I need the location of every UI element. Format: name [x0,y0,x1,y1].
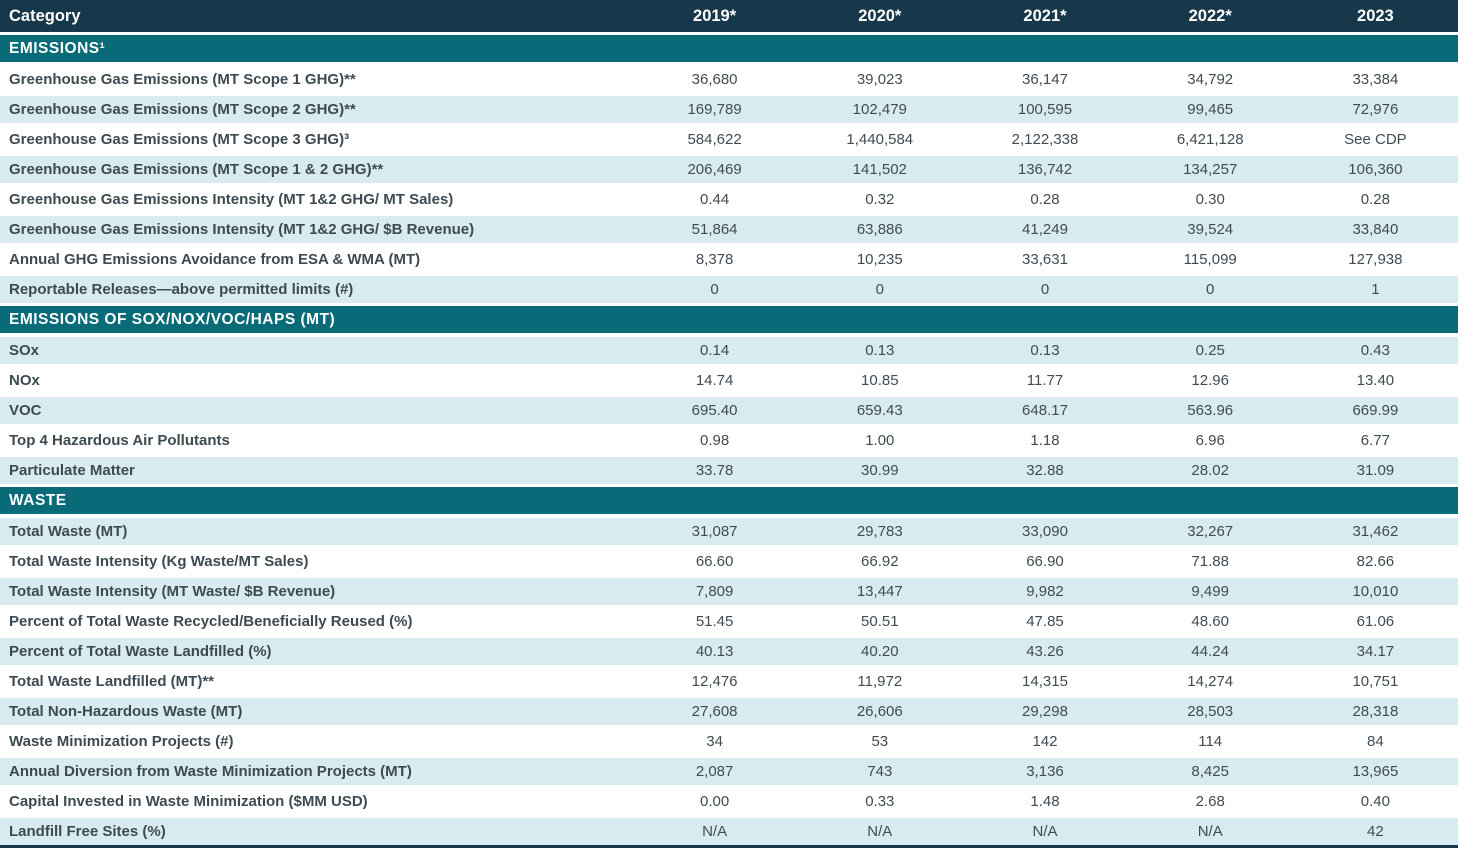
value-cell: 34,792 [1187,71,1234,88]
value-cell: 84 [1367,733,1384,750]
value-cell: N/A [1197,823,1223,840]
table-row [0,578,1458,605]
value-cell: 40.20 [861,643,899,660]
row-label: Greenhouse Gas Emissions Intensity (MT 1&2 GHG/ MT Sales) [9,191,454,208]
value-cell: 11,972 [857,673,903,690]
value-cell: 33,384 [1352,71,1399,88]
value-cell: 42 [1367,823,1384,840]
value-cell: 100,595 [1017,101,1073,118]
value-cell: 72,976 [1352,101,1399,118]
table-row [0,156,1458,183]
value-cell: 66.92 [861,553,899,570]
table-row [0,668,1458,695]
value-cell: 36,147 [1022,71,1068,88]
value-cell: 648.17 [1022,402,1068,419]
value-cell: 43.26 [1026,643,1064,660]
value-cell: 695.40 [691,402,738,419]
table-row [0,788,1458,815]
value-cell: 28.02 [1191,462,1229,479]
year-column-header: 2020* [858,6,902,25]
value-cell: 33,631 [1022,251,1068,268]
table-row [0,728,1458,755]
value-cell: 14.74 [695,372,734,389]
value-cell: 51.45 [695,613,734,630]
row-label: Total Waste (MT) [9,523,128,540]
row-label: Total Waste Landfilled (MT)** [9,673,214,690]
table-row [0,246,1458,273]
value-cell: 39,023 [856,71,903,88]
value-cell: 32.88 [1026,462,1064,479]
value-cell: 44.24 [1191,643,1229,660]
value-cell: 33.78 [695,462,734,479]
value-cell: 10,235 [856,251,903,268]
section-title: EMISSIONS¹ [9,39,106,57]
table-row [0,608,1458,635]
row-label: Annual GHG Emissions Avoidance from ESA & WMA (MT) [9,251,421,268]
value-cell: 14,315 [1022,673,1068,690]
value-cell: N/A [867,823,893,840]
row-label: Percent of Total Waste Landfilled (%) [9,643,272,660]
value-cell: 39,524 [1187,221,1234,238]
value-cell: 13.40 [1356,372,1395,389]
value-cell: 66.60 [695,553,734,570]
value-cell: 33,840 [1352,221,1399,238]
value-cell: 2,087 [695,763,734,780]
value-cell: 66.90 [1026,553,1064,570]
section-header [0,35,1458,62]
value-cell: 0.28 [1030,191,1060,208]
value-cell: 30.99 [861,462,899,479]
table-row [0,457,1458,484]
value-cell: 34 [706,733,723,750]
value-cell: 28,503 [1187,703,1234,720]
row-label: Greenhouse Gas Emissions (MT Scope 3 GHG)³ [9,131,350,148]
section-header [0,487,1458,514]
table-row [0,186,1458,213]
value-cell: 14,274 [1187,673,1234,690]
table-row [0,96,1458,123]
value-cell: 659.43 [856,402,903,419]
value-cell: 0.30 [1195,191,1225,208]
row-label: SOx [9,342,40,359]
value-cell: 9,499 [1191,583,1229,600]
value-cell: 71.88 [1191,553,1229,570]
row-label: VOC [9,402,42,419]
value-cell: 0 [875,281,884,298]
row-label: Greenhouse Gas Emissions (MT Scope 1 & 2 GHG)** [9,161,384,178]
value-cell: 12.96 [1191,372,1229,389]
table-row [0,397,1458,424]
row-label: Waste Minimization Projects (#) [9,733,234,750]
value-cell: 136,742 [1017,161,1073,178]
value-cell: 51,864 [691,221,738,238]
row-label: NOx [9,372,40,389]
value-cell: 9,982 [1026,583,1064,600]
row-label: Greenhouse Gas Emissions (MT Scope 1 GHG)** [9,71,356,88]
row-label: Greenhouse Gas Emissions Intensity (MT 1&2 GHG/ $B Revenue) [9,221,475,238]
year-column-header: 2023 [1357,6,1394,25]
row-label: Particulate Matter [9,462,135,479]
table-row [0,216,1458,243]
value-cell: 2,122,338 [1011,131,1079,148]
value-cell: 28,318 [1352,703,1399,720]
value-cell: 0.33 [865,793,895,810]
value-cell: 1.48 [1030,793,1060,810]
value-cell: 2.68 [1195,793,1225,810]
value-cell: See CDP [1344,131,1407,148]
table-row [0,126,1458,153]
value-cell: 53 [871,733,889,750]
table-row [0,276,1458,303]
table-row [0,758,1458,785]
value-cell: N/A [702,823,728,840]
table-row [0,337,1458,364]
value-cell: 669.99 [1352,402,1399,419]
value-cell: 48.60 [1191,613,1229,630]
value-cell: 0.13 [1030,342,1060,359]
row-label: Annual Diversion from Waste Minimization Projects (MT) [9,763,412,780]
year-column-header: 2021* [1023,6,1067,25]
value-cell: 82.66 [1356,553,1395,570]
value-cell: 6.77 [1360,432,1390,449]
table-row [0,367,1458,394]
table-row [0,548,1458,575]
row-label: Top 4 Hazardous Air Pollutants [9,432,230,449]
value-cell: 115,099 [1183,251,1237,268]
value-cell: 34.17 [1356,643,1395,660]
row-label: Capital Invested in Waste Minimization ($MM USD) [9,793,368,810]
value-cell: 31,087 [691,523,738,540]
value-cell: 40.13 [695,643,734,660]
value-cell: 0.44 [699,191,730,208]
value-cell: 36,680 [691,71,738,88]
value-cell: 31,462 [1352,523,1399,540]
value-cell: 142 [1032,733,1058,750]
row-label: Total Waste Intensity (Kg Waste/MT Sales) [9,553,309,570]
row-label: Reportable Releases—above permitted limits (#) [9,281,354,298]
section-header [0,306,1458,333]
year-column-header: 2022* [1188,6,1232,25]
value-cell: 12,476 [691,673,738,690]
value-cell: 0.32 [865,191,895,208]
value-cell: 0.00 [699,793,730,810]
table-header-row [0,0,1458,32]
row-label: Greenhouse Gas Emissions (MT Scope 2 GHG)** [9,101,356,118]
section-title: EMISSIONS OF SOX/NOX/VOC/HAPS (MT) [9,310,336,328]
table-row [0,518,1458,545]
value-cell: 10.85 [861,372,899,389]
value-cell: 106,360 [1348,161,1403,178]
value-cell: 206,469 [687,161,742,178]
value-cell: 1,440,584 [846,131,914,148]
value-cell: 0.25 [1195,342,1225,359]
value-cell: 0.14 [699,342,730,359]
value-cell: 0.98 [699,432,730,449]
value-cell: 1.18 [1030,432,1060,449]
value-cell: 169,789 [687,101,742,118]
value-cell: 743 [867,763,893,780]
value-cell: 563.96 [1187,402,1234,419]
value-cell: 114 [1198,733,1223,750]
value-cell: 7,809 [695,583,734,600]
year-column-header: 2019* [693,6,737,25]
table-bottom-border [0,845,1458,848]
value-cell: 6.96 [1195,432,1225,449]
value-cell: 0 [710,281,719,298]
table-row [0,818,1458,845]
value-cell: 584,622 [687,131,742,148]
value-cell: 47.85 [1026,613,1064,630]
value-cell: 1.00 [865,432,895,449]
value-cell: 29,783 [856,523,903,540]
table-row [0,698,1458,725]
section-title: WASTE [9,491,67,509]
value-cell: 61.06 [1356,613,1395,630]
value-cell: 11.77 [1026,372,1064,389]
value-cell: 0 [1206,281,1215,298]
value-cell: 102,479 [852,101,907,118]
value-cell: 6,421,128 [1176,131,1244,148]
value-cell: 13,965 [1352,763,1399,780]
value-cell: 13,447 [856,583,903,600]
value-cell: 10,010 [1352,583,1399,600]
table-row [0,427,1458,454]
value-cell: 8,425 [1191,763,1229,780]
table-row [0,638,1458,665]
value-cell: 1 [1371,281,1380,298]
value-cell: 33,090 [1022,523,1068,540]
value-cell: 141,502 [852,161,907,178]
value-cell: 127,938 [1348,251,1403,268]
table-row [0,66,1458,93]
value-cell: 0 [1040,281,1050,298]
value-cell: 32,267 [1187,523,1234,540]
value-cell: 3,136 [1026,763,1064,780]
row-label: Total Waste Intensity (MT Waste/ $B Revenue) [9,583,336,600]
value-cell: 29,298 [1022,703,1068,720]
value-cell: 0.13 [865,342,895,359]
value-cell: 0.43 [1360,342,1390,359]
value-cell: 50.51 [861,613,899,630]
value-cell: 134,257 [1183,161,1238,178]
value-cell: 10,751 [1352,673,1399,690]
value-cell: 27,608 [691,703,738,720]
value-cell: 0.28 [1360,191,1390,208]
value-cell: 0.40 [1360,793,1390,810]
value-cell: 26,606 [856,703,903,720]
row-label: Landfill Free Sites (%) [9,823,166,840]
value-cell: 31.09 [1356,462,1395,479]
row-label: Total Non-Hazardous Waste (MT) [9,703,243,720]
row-label: Percent of Total Waste Recycled/Beneficially Reused (%) [9,613,413,630]
value-cell: 41,249 [1022,221,1068,238]
value-cell: 63,886 [856,221,903,238]
category-column-header: Category [9,6,81,25]
value-cell: N/A [1032,823,1058,840]
value-cell: 8,378 [695,251,734,268]
value-cell: 99,465 [1187,101,1234,118]
